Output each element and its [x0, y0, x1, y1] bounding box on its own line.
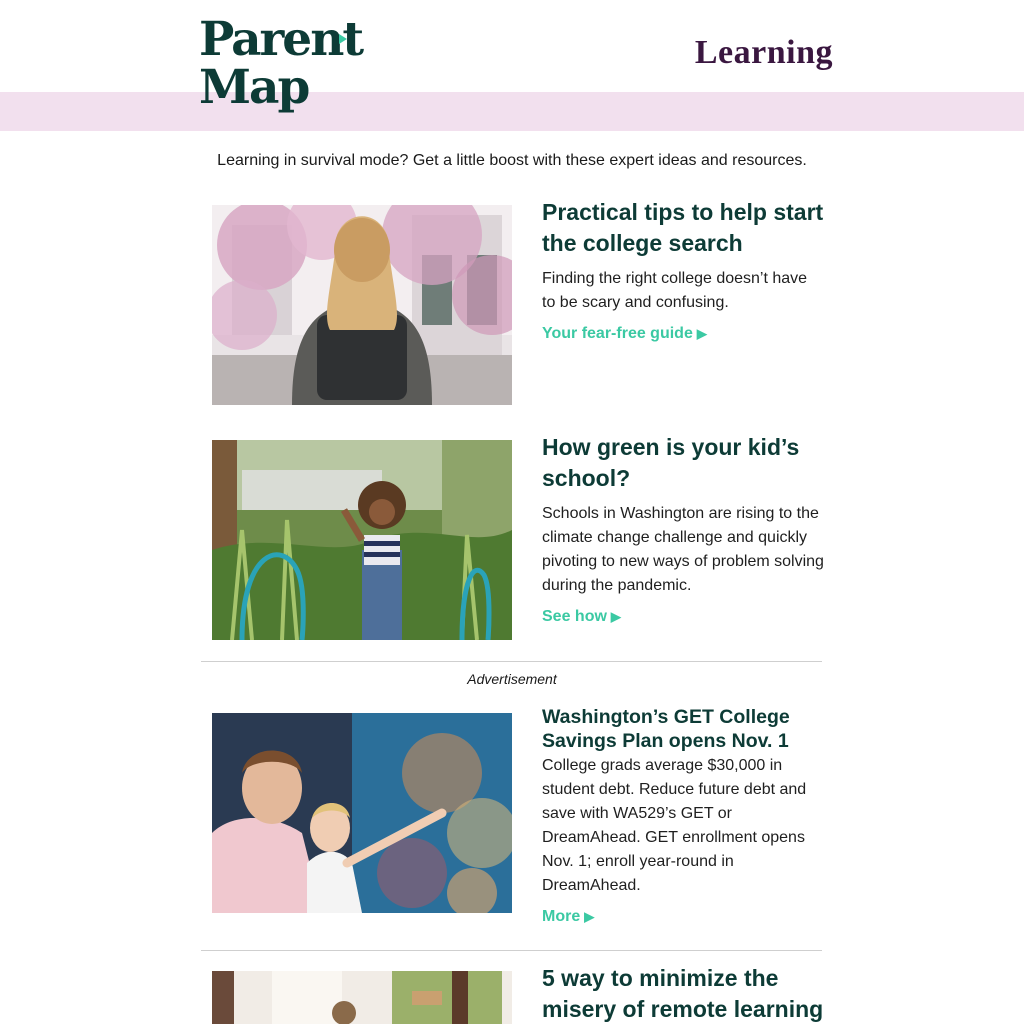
logo-word-parent: Parent: [199, 12, 363, 67]
home-remote-learning-photo[interactable]: [212, 971, 512, 1024]
article-description: Finding the right college doesn’t have to be scary and confusing.: [542, 270, 808, 311]
article-title[interactable]: How green is your kid’s school?: [542, 434, 800, 491]
student-with-backpack-photo[interactable]: [212, 205, 512, 405]
play-arrow-icon: ▶: [584, 909, 595, 924]
ad-card-get-college-savings: [212, 705, 824, 935]
article-card-green-school: [212, 432, 824, 642]
advertisement-label: Advertisement: [467, 671, 557, 687]
article-content: [542, 432, 824, 626]
article-card-college-search: [212, 197, 824, 407]
email-header: [0, 0, 1024, 115]
parentmap-logo[interactable]: [199, 12, 363, 120]
cta-link-see-how[interactable]: [542, 608, 621, 626]
section-title: Learning: [694, 34, 833, 71]
intro-text: Learning in survival mode? Get a little boost with these expert ideas and resources.: [217, 152, 807, 169]
divider: [201, 661, 822, 662]
cta-label: See how: [542, 608, 607, 625]
article-title[interactable]: Practical tips to help start the college search: [542, 199, 824, 256]
ad-title[interactable]: Washington’s GET College Savings Plan opens Nov. 1: [542, 706, 790, 752]
cta-link-fear-free-guide[interactable]: [542, 325, 707, 343]
article-card-remote-learning: [212, 963, 824, 1024]
cta-label: More: [542, 908, 581, 925]
cta-label: Your fear-free guide: [542, 325, 693, 342]
child-in-garden-photo[interactable]: [212, 440, 512, 640]
cta-link-more[interactable]: [542, 908, 594, 926]
divider: [201, 950, 822, 951]
logo-play-icon: [339, 34, 347, 44]
article-content: [542, 197, 824, 343]
ad-content: [542, 705, 824, 926]
article-title[interactable]: 5 way to minimize the misery of remote learning: [542, 965, 824, 1022]
header-band: [0, 92, 1024, 131]
play-arrow-icon: ▶: [610, 609, 621, 624]
article-content: [542, 963, 824, 1024]
article-description: Schools in Washington are rising to the climate change challenge and quickly pivoting to new ways of problem solving during the pandemic.: [542, 505, 824, 594]
ad-description: College grads average $30,000 in student debt. Reduce future debt and save with WA529’s GET or DreamAhead. GET enrollment opens Nov. 1; enroll year-round in DreamAhead.: [542, 757, 807, 894]
mother-child-aquarium-photo[interactable]: [212, 713, 512, 913]
play-arrow-icon: ▶: [696, 326, 707, 341]
logo-word-map: Map: [199, 60, 309, 115]
